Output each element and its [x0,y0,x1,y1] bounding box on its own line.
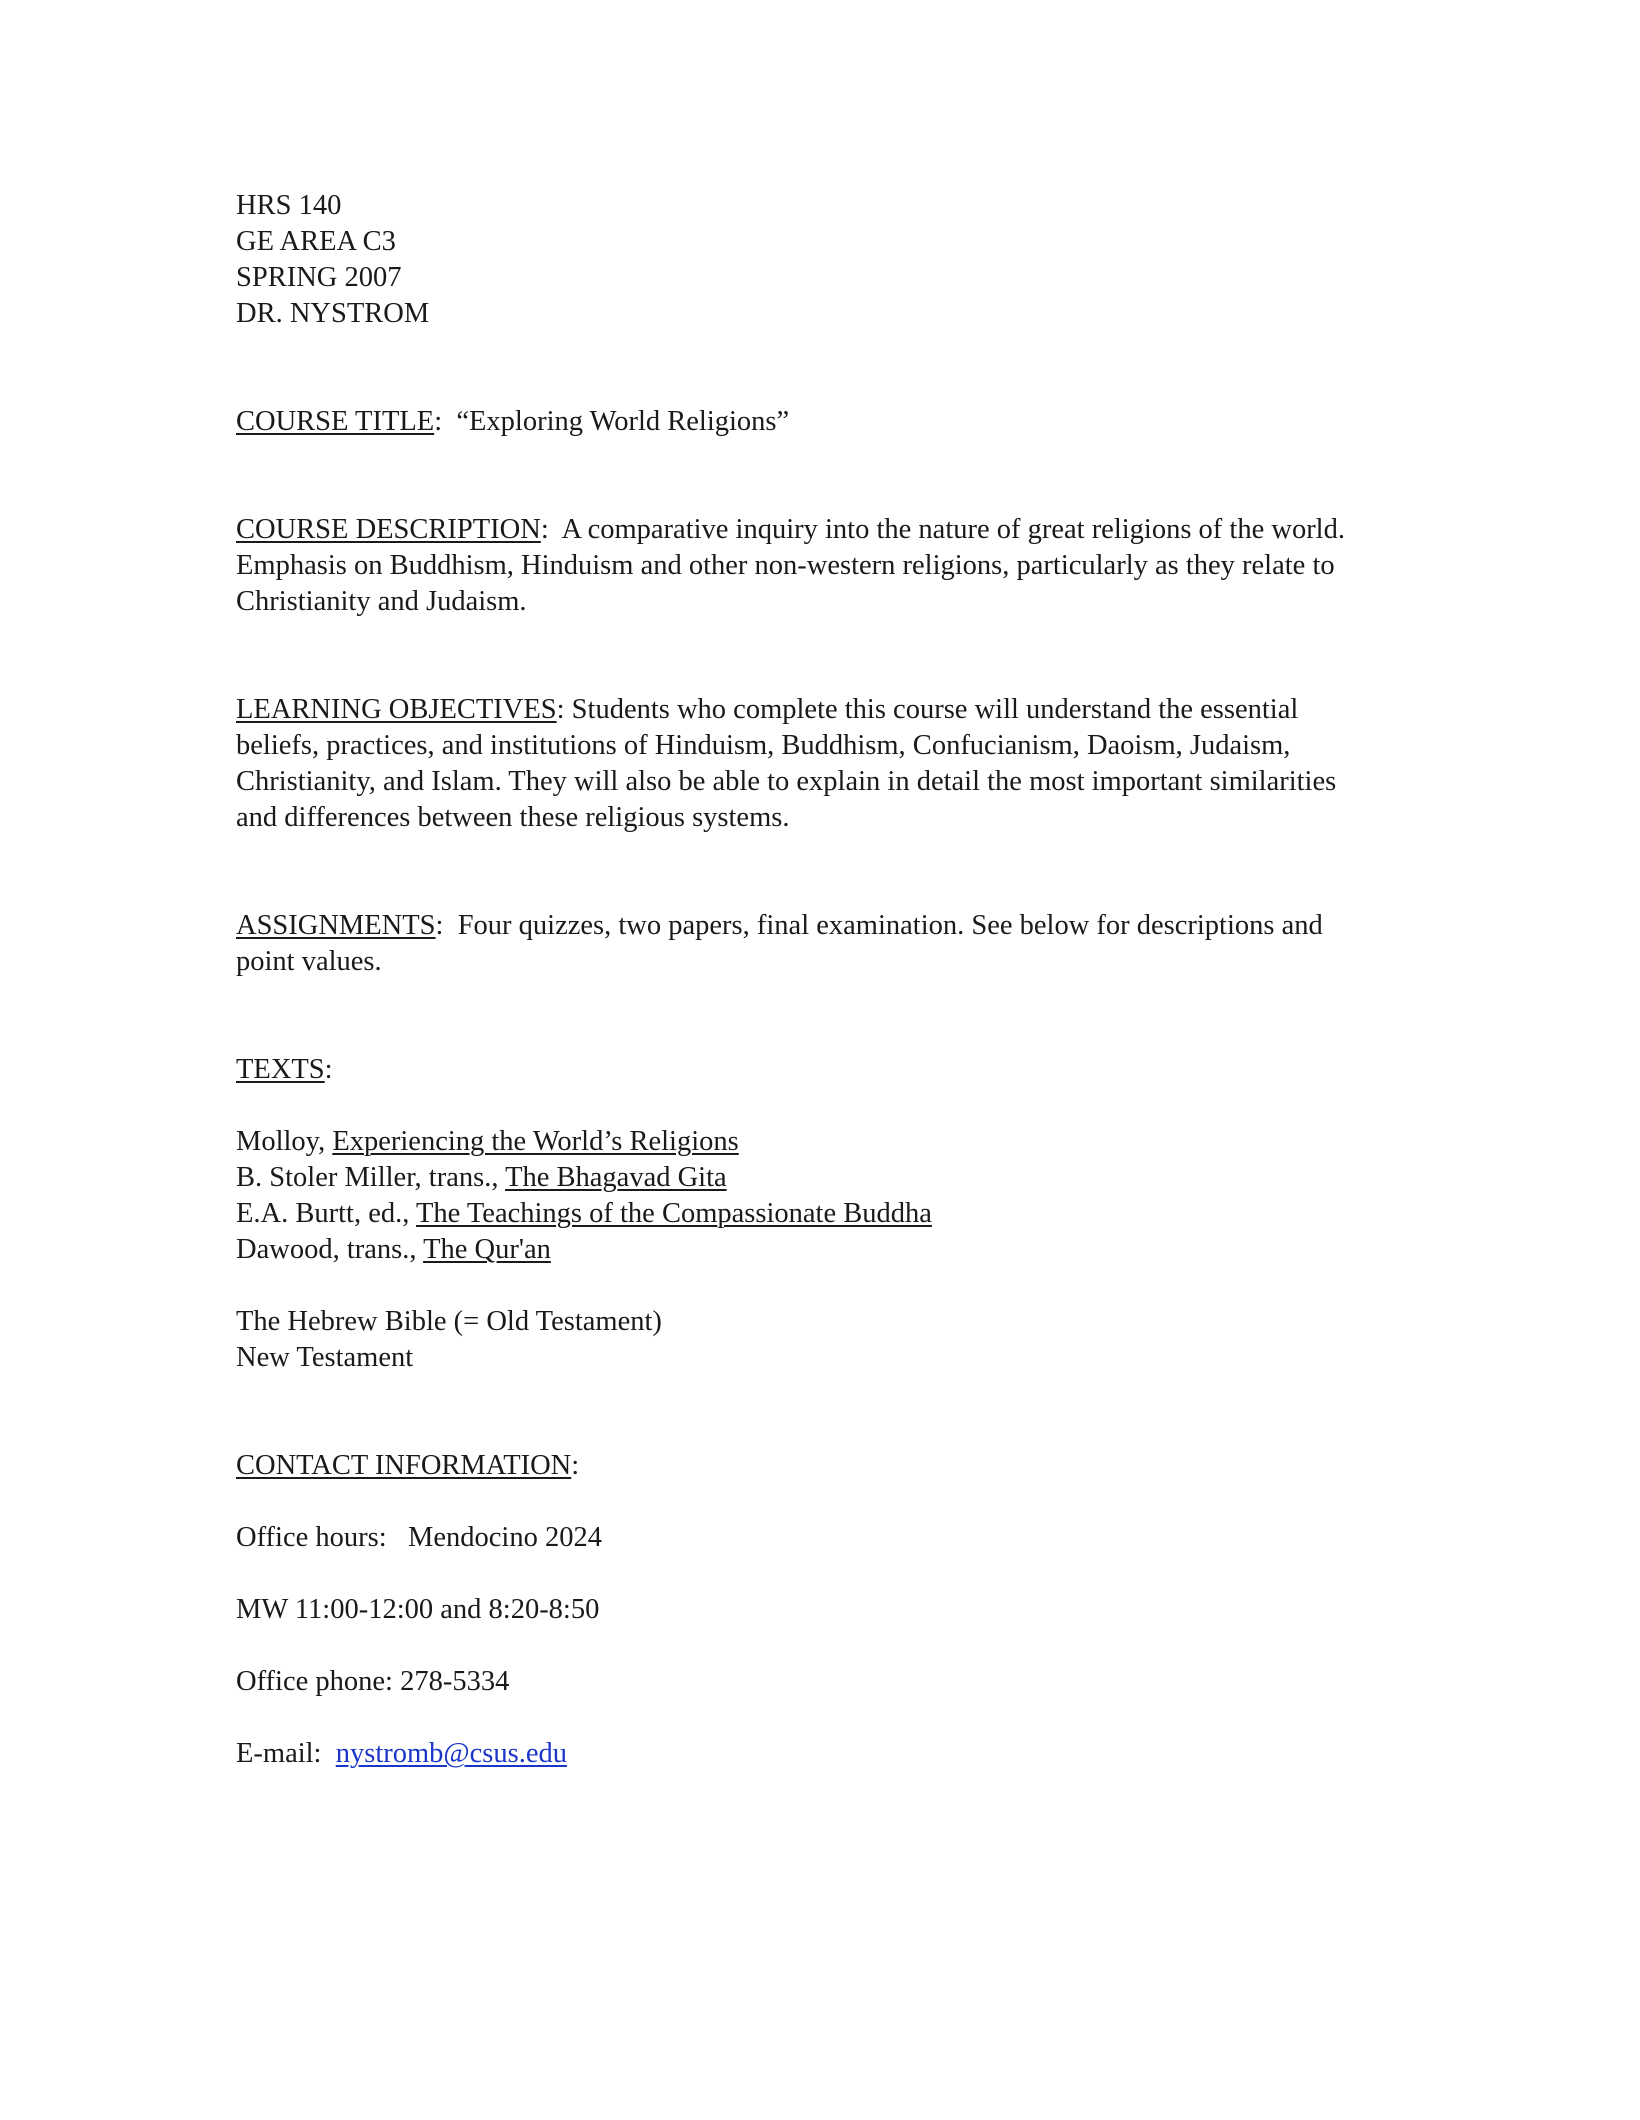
course-description-line: Christianity and Judaism. [236,586,527,617]
book-title: The Teachings of the Compassionate Buddha [415,1198,932,1229]
course-header [236,188,1496,332]
syllabus-page [236,188,1496,1772]
instructor: DR. NYSTROM [236,298,430,329]
course-code: HRS 140 [236,190,342,221]
book-author: Dawood, trans., [236,1234,424,1265]
book-entry [236,1124,1496,1160]
course-description-section: COURSE DESCRIPTION: A comparative inquiry into the nature of great religions of the world. Emphasis on Buddhism, Hinduism and other non-western religions, particularly as they relate to Christianity and Judaism. [236,512,1496,620]
course-description-line: Emphasis on Buddhism, Hinduism and other non-western religions, particularly as they relate to [236,550,1335,581]
email-label: E-mail: [236,1738,322,1769]
learning-objectives-label: LEARNING OBJECTIVES [236,694,557,725]
book-entry [236,1196,1496,1232]
ge-area: GE AREA C3 [236,226,396,257]
texts-section: TEXTS: Molloy, Experiencing the World’s Religions B. Stoler Miller, trans., The Bhagavad Gita E.A. Burtt, ed., The Teachings of the Compassionate Buddha Dawood, trans., The Qur'an The Hebrew Bible (= Old Testament) New Testament [236,1052,1496,1376]
book-entry [236,1232,1496,1268]
contact-section: CONTACT INFORMATION: Office hours: Mendocino 2024 MW 11:00-12:00 and 8:20-8:50 Office phone: 278-5334 E-mail: nystromb@csus.edu [236,1448,1496,1772]
phone-label: Office phone: [236,1666,393,1697]
book-title: Experiencing the World’s Religions [332,1126,739,1157]
course-title-value: “Exploring World Religions” [456,406,790,437]
email-line [236,1736,1496,1772]
email-link[interactable]: nystromb@csus.edu [335,1738,568,1769]
assignments-section: ASSIGNMENTS: Four quizzes, two papers, final examination. See below for descriptions and point values. [236,908,1496,980]
phone-line [236,1664,1496,1700]
book-author: B. Stoler Miller, trans., [236,1162,506,1193]
course-title-section: COURSE TITLE: “Exploring World Religions” [236,406,790,437]
phone-number: 278-5334 [400,1666,510,1697]
other-text: New Testament [236,1342,414,1373]
course-title-label: COURSE TITLE [236,406,435,437]
learning-objectives-section: LEARNING OBJECTIVES: Students who complete this course will understand the essential beliefs, practices, and institutions of Hinduism, Buddhism, Confucianism, Daoism, Judaism, Christianity, and Islam. They will also be able to explain in detail the most important similarities and differences between these religious systems. [236,692,1496,836]
texts-label: TEXTS [236,1054,325,1085]
book-author: Molloy, [236,1126,333,1157]
office-hours-label: Office hours: [236,1522,387,1553]
other-text: The Hebrew Bible (= Old Testament) [236,1306,662,1337]
course-description-line: A comparative inquiry into the nature of great religions of the world. [561,514,1345,545]
office-hours-times: MW 11:00-12:00 and 8:20-8:50 [236,1594,600,1625]
assignments-line: Four quizzes, two papers, final examination. See below for descriptions and [457,910,1323,941]
course-description-label: COURSE DESCRIPTION [236,514,541,545]
book-title: The Qur'an [423,1234,551,1265]
learning-objectives-line: and differences between these religious systems. [236,802,790,833]
office-hours-line [236,1520,1496,1556]
learning-objectives-line: beliefs, practices, and institutions of Hinduism, Buddhism, Confucianism, Daoism, Judaism, [236,730,1291,761]
book-author: E.A. Burtt, ed., [236,1198,416,1229]
contact-label: CONTACT INFORMATION [236,1450,572,1481]
learning-objectives-line: Students who complete this course will understand the essential [571,694,1299,725]
term: SPRING 2007 [236,262,402,293]
book-title: The Bhagavad Gita [505,1162,727,1193]
office-location: Mendocino 2024 [408,1522,602,1553]
assignments-label: ASSIGNMENTS [236,910,436,941]
book-entry [236,1160,1496,1196]
assignments-line: point values. [236,946,382,977]
learning-objectives-line: Christianity, and Islam. They will also be able to explain in detail the most important similarities [236,766,1337,797]
